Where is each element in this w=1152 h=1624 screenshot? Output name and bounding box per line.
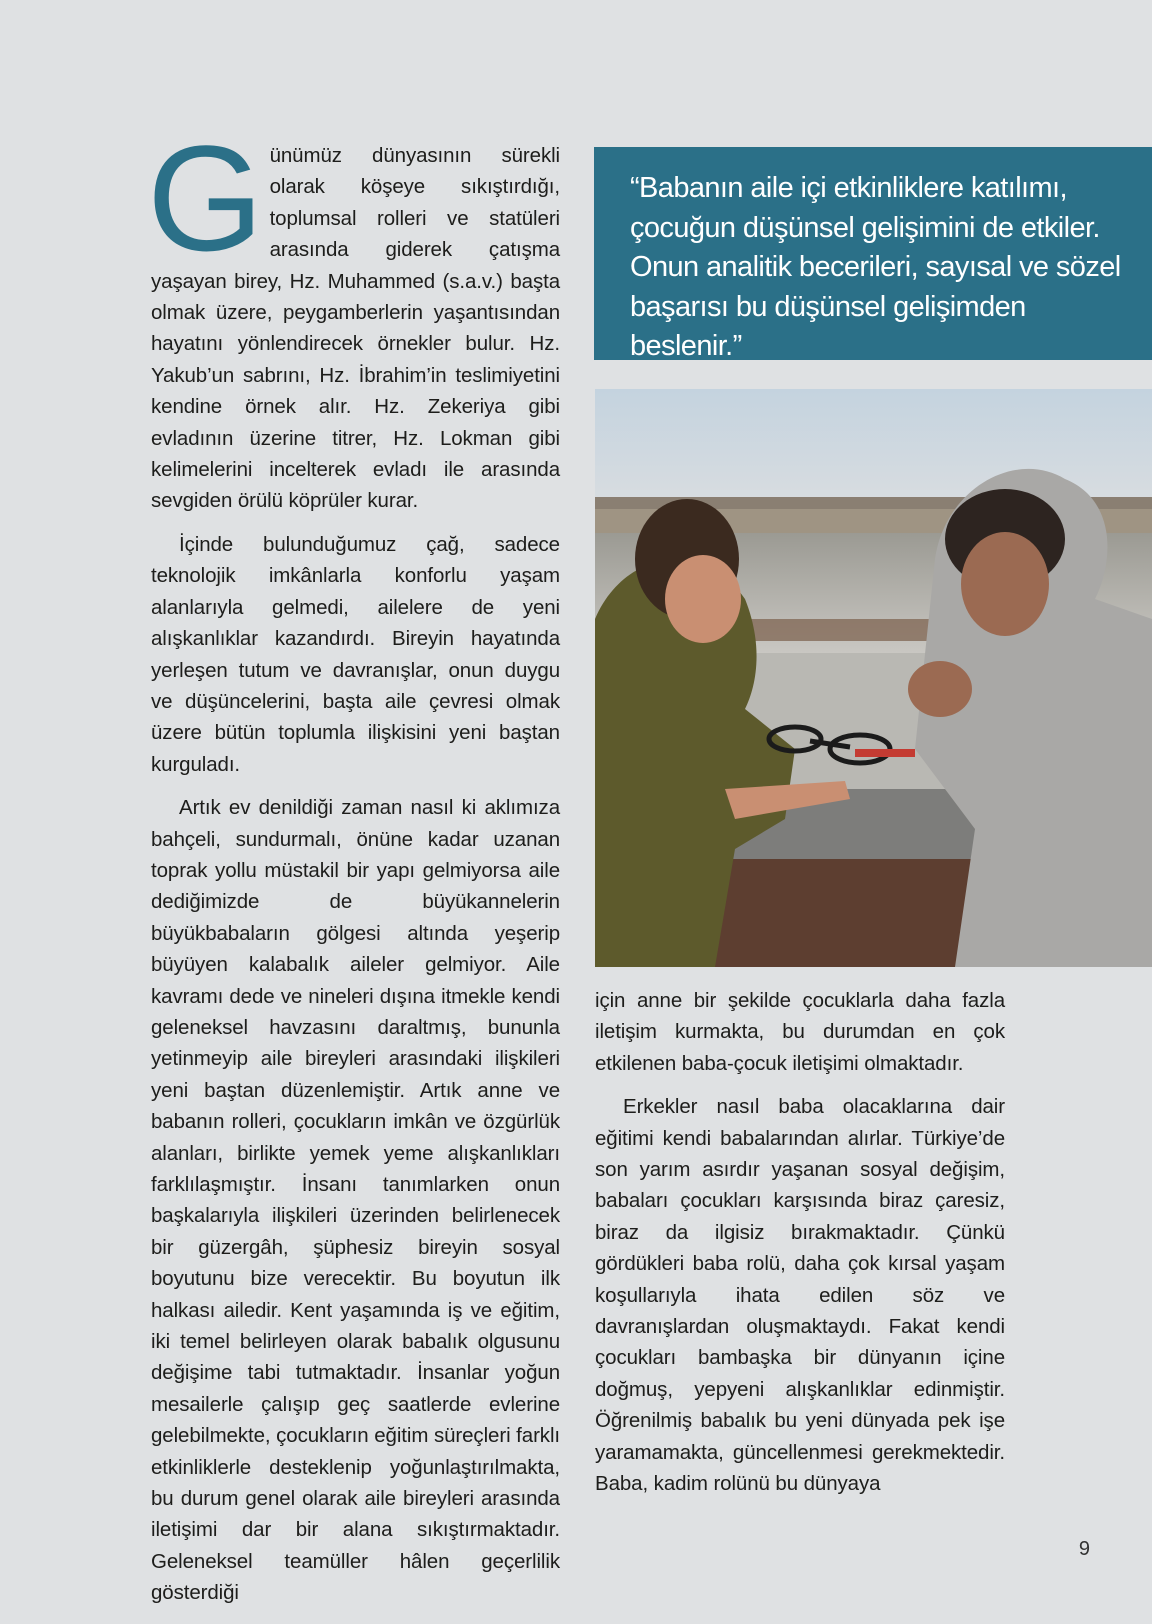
page-number: 9 (1078, 1538, 1090, 1560)
right-paragraph-1: için anne bir şekilde çocuklarla daha fazla iletişim kurmakta, bu durumdan en çok etkilenen baba-çocuk iletişimi olmaktadır. (595, 989, 1005, 1075)
father-son-photo (595, 389, 1152, 967)
intro-paragraph (147, 114, 560, 517)
drop-cap: G (147, 114, 264, 282)
pull-quote-text: “Babanın aile içi etkinliklere katılımı, çocuğun düşünsel gelişimini de etkiler. Onun analitik becerileri, sayısal ve sözel başarısı bu düşünsel gelişimden beslenir.” (630, 172, 1121, 362)
intro-paragraph-text: ünümüz dünyasının sürekli olarak köşeye sıkıştırdığı, toplumsal rolleri ve statüleri arasında giderek çatışma yaşayan birey, Hz. Muhammed (s.a.v.) başta olmak üzere, peygamberlerin yaşantısından hayatını yönlendirecek örnekler bulur. Hz. Yakub’un sabrını, Hz. İbrahim’in teslimiyetini kendine örnek alır. Hz. Zekeriya gibi evladının üzerine titrer, Hz. Lokman gibi kelimelerini incelterek evladı ile arasında sevgiden örülü köprüler kurar. (151, 144, 560, 513)
pull-quote-box (594, 147, 1152, 360)
body-paragraph-2: İçinde bulunduğumuz çağ, sadece teknolojik imkânlarla konforlu yaşam alanlarıyla gelmedi, ailelere de yeni alışkanlıklar kazandırdı. Bireyin hayatında yerleşen tutum ve davranışlar, onun duygu ve düşüncelerini, başta aile çevresi olmak üzere bütün toplumla ilişkisini yeni baştan kurguladı. (151, 532, 560, 776)
left-column (147, 114, 560, 1621)
right-paragraph-2: Erkekler nasıl baba olacaklarına dair eğitimi kendi babalarından alırlar. Türkiye’de son yarım asırdır yaşanan sosyal değişim, babaları çocukları karşısında biraz çaresiz, biraz da ilgisiz bırakmaktadır. Çünkü gördükleri baba rolü, daha çok kırsal yaşam koşullarıyla ihata edilen söz ve davranışlardan oluşmaktaydı. Fakat kendi çocukları bambaşka bir dünyanın içine doğmuş, yepyeni alışkanlıklar edinmiştir. Öğrenilmiş babalık bu yeni dünyada pek işe yaramamakta, güncellenmesi gerekmektedir. Baba, kadim rolünü bu dünyaya (595, 1095, 1005, 1496)
right-column (595, 985, 1005, 1512)
photo-illustration (595, 389, 1152, 967)
body-paragraph-3: Artık ev denildiği zaman nasıl ki aklımıza bahçeli, sundurmalı, önüne kadar uzanan toprak yollu müstakil bir yapı gelmiyorsa aile dediğimizde de büyükannelerin büyükbabaların gölgesi altında yeşerip büyüyen kalabalık aileler gelmiyor. Aile kavramı dede ve nineleri dışına itmekle kendi geleneksel havzasını daraltmış, bununla yetinmeyip aile bireyleri arasındaki ilişkileri yeni baştan düzenlemiştir. Artık anne ve babanın rolleri, çocukların imkân ve özgürlük alanları, birlikte yemek yeme alışkanlıkları farklılaşmıştır. İnsanı tanımlarken onun başkalarıyla ilişkileri üzerinden belirlenecek bir güzergâh, şüphesiz bireyin sosyal boyutunu bize verecektir. Bu boyutun ilk halkası ailedir. Kent yaşamında iş ve eğitim, iki temel belirleyen olarak babalık olgusunu değişime tabi tutmaktadır. İnsanlar yoğun mesailerle çalışıp geç saatlerde evlerine gelebilmekte, çocukların eğitim süreçleri farklı etkinliklerle desteklenip yoğunlaştırılmakta, bu durum genel olarak aile bireyleri arasında iletişimi dar bir alana sıkıştırmaktadır. Geleneksel teamüller hâlen geçerlilik gösterdiği (151, 796, 560, 1605)
